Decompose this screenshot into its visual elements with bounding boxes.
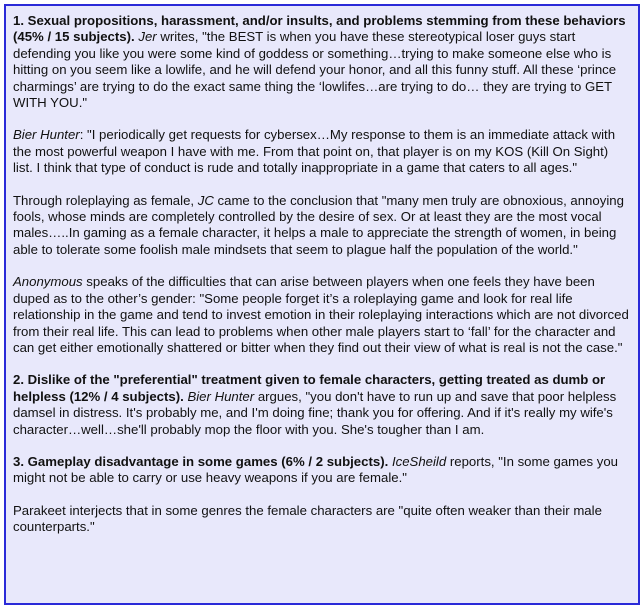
body-text: came to the conclusion that "many men truly are obnoxious, annoying fools, whose minds are completely controlled by the desire of sex. Or at least they are the most vocal males…..In gaming as a female character, it helps a male to appreciate the strength of women, in being able to tolerate some foolish male mindsets that seem to plague half the population of the world." [13, 192, 624, 257]
paragraph-6 [13, 454, 631, 487]
body-text: : "I periodically get requests for cybersex…My response to them is an immediate attack with the most powerful weapon I have with me. From that point on, that player is on my KOS (Kill On Sight) list. I think that type of conduct is rude and totally inappropriate in a game that caters to all ages." [13, 127, 616, 176]
author-name: JC [197, 192, 214, 208]
paragraph-2 [13, 127, 631, 176]
section-heading: 2. Dislike of the "preferential" treatment given to female characters, getting treated as dumb or helpless (12% / 4 subjects). [13, 372, 606, 404]
author-name: Bier Hunter [187, 388, 255, 404]
quote-box [4, 4, 640, 605]
author-name: IceSheild [391, 453, 447, 469]
body-text: reports, "In some games you might not be able to carry or use heavy weapons if you are female." [13, 453, 619, 486]
author-name: Jer [138, 29, 157, 45]
section-heading: 3. Gameplay disadvantage in some games (6% / 2 subjects). [13, 453, 389, 469]
body-text: writes, "the BEST is when you have these stereotypical loser guys start defending you like you were some kind of goddess or something…trying to make someone else who is hitting on you seem like a lowlife, and he will defend your honor, and all this funny stuff. All these ‘prince charmings’ are trying to do the exact same thing the ‘lowlifes…are trying to do… they are trying to GET WITH YOU." [13, 29, 617, 111]
paragraph-3 [13, 193, 631, 259]
paragraph-1 [13, 13, 631, 111]
paragraph-7 [13, 503, 631, 536]
paragraph-5 [13, 372, 631, 438]
section-heading: 1. Sexual propositions, harassment, and/or insults, and problems stemming from these behaviors (45% / 15 subjects). [13, 13, 626, 45]
body-text: argues, "you don't have to run up and save that poor helpless damsel in distress. It's probably me, and I'm doing fine; thank you for offering. And if it's really my wife's character…well…she'll probably mop the floor with you. She's tougher than I am. [13, 388, 617, 437]
body-text: Through roleplaying as female, [13, 192, 198, 208]
body-text: Parakeet interjects that in some genres the female characters are "quite often weaker than their male counterparts." [13, 502, 602, 535]
author-name: Bier Hunter [13, 127, 80, 143]
body-text: speaks of the difficulties that can arise between players when one feels they have been duped as to the other’s gender: "Some people forget it’s a roleplaying game and look for real life relationship in the game and tend to invest emotion in their roleplaying interactions which are not divorced from their real life. This can lead to problems when other male players start to ‘fall’ for the character and can get either emotionally shattered or bitter when they find out their view of what is real is not the case." [13, 274, 629, 355]
author-name: Anonymous [13, 274, 83, 290]
paragraph-4 [13, 274, 631, 356]
